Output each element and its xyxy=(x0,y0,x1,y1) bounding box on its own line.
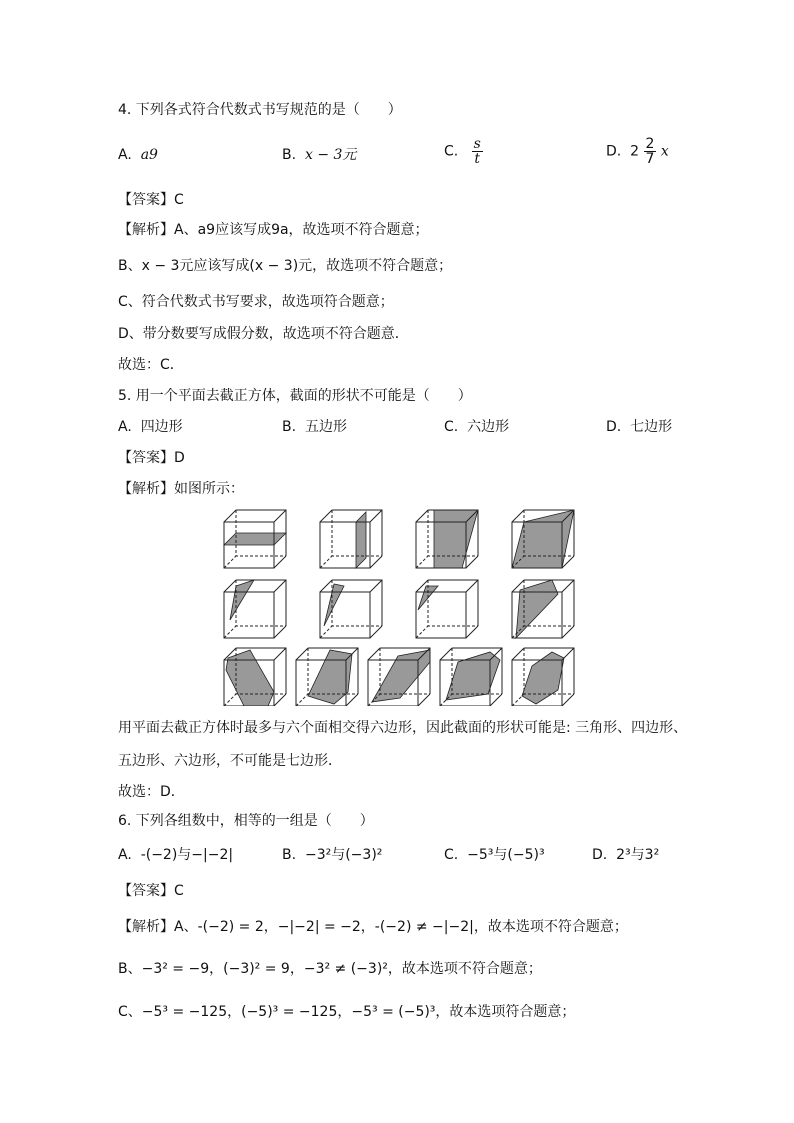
q4-option-d: D. 2 $\frac{2}{7}$ x xyxy=(606,136,669,167)
cube-section-5 xyxy=(224,580,286,638)
cube-section-3 xyxy=(416,510,478,568)
cube-section-13 xyxy=(512,648,574,706)
q5-option-d: D. 七边形 xyxy=(606,419,673,435)
cube-section-4 xyxy=(512,510,574,568)
cube-section-10 xyxy=(296,648,358,706)
cube-section-8 xyxy=(512,580,574,638)
q5-stem: 5. 用一个平面去截正方体，截面的形状不可能是（ ） xyxy=(118,388,472,404)
q5-final: 故选：D． xyxy=(118,784,185,800)
cube-section-1 xyxy=(224,510,286,568)
q4-analysis-5: 故选：C． xyxy=(118,357,184,373)
q6-option-b: B. −3²与(−3)² xyxy=(282,847,383,863)
q5-conclusion-2: 五边形、六边形，不可能是七边形． xyxy=(118,753,342,769)
cube-section-6 xyxy=(320,580,382,638)
cube-section-7 xyxy=(416,580,478,638)
q5-option-c: C. 六边形 xyxy=(444,419,510,435)
q6-analysis-1: 【解析】A、-(−2) = 2，−|−2| = −2，-(−2) ≠ −|−2|，故本选项不符合题意； xyxy=(118,919,628,935)
cube-cross-sections-figure xyxy=(214,506,584,706)
q4-option-c: C. $\frac{s}{t}$ xyxy=(444,136,481,167)
cube-section-12 xyxy=(440,648,502,706)
q6-analysis-2: B、−3² = −9，(−3)² = 9，−3² ≠ (−3)²，故本选项不符合题意； xyxy=(118,961,542,977)
q5-analysis-intro: 【解析】如图所示： xyxy=(118,481,244,497)
cube-section-9 xyxy=(224,648,286,706)
q4-analysis-3: C、符合代数式书写要求，故选项符合题意； xyxy=(118,294,394,310)
q6-option-c: C. −5³与(−5)³ xyxy=(444,847,545,863)
q4-analysis-4: D、带分数要写成假分数，故选项不符合题意． xyxy=(118,326,409,342)
q5-answer: 【答案】D xyxy=(118,450,185,466)
q6-stem: 6. 下列各组数中，相等的一组是（ ） xyxy=(118,813,374,829)
q4-option-b: B. x − 3元 xyxy=(282,147,357,163)
q4-stem: 4. 下列各式符合代数式书写规范的是（ ） xyxy=(118,102,402,118)
q6-option-d: D. 2³与3² xyxy=(592,847,660,863)
q4-analysis-2: B、x − 3元应该写成(x − 3)元，故选项不符合题意； xyxy=(118,258,453,274)
q5-conclusion-1: 用平面去截正方体时最多与六个面相交得六边形，因此截面的形状可能是: 三角形、四边形、 xyxy=(118,720,688,736)
q6-answer: 【答案】C xyxy=(118,883,184,899)
q4-option-a: A. a9 xyxy=(118,147,158,163)
q5-option-a: A. 四边形 xyxy=(118,419,183,435)
q5-option-b: B. 五边形 xyxy=(282,419,347,435)
q4-answer: 【答案】C xyxy=(118,192,184,208)
cube-section-11 xyxy=(368,648,430,706)
q6-analysis-3: C、−5³ = −125，(−5)³ = −125，−5³ = (−5)³，故本选项符合题意； xyxy=(118,1004,576,1020)
q4-analysis-1: 【解析】A、a9应该写成9a，故选项不符合题意； xyxy=(118,222,429,238)
q6-option-a: A. -(−2)与−|−2| xyxy=(118,847,234,863)
cube-section-2 xyxy=(320,510,382,568)
